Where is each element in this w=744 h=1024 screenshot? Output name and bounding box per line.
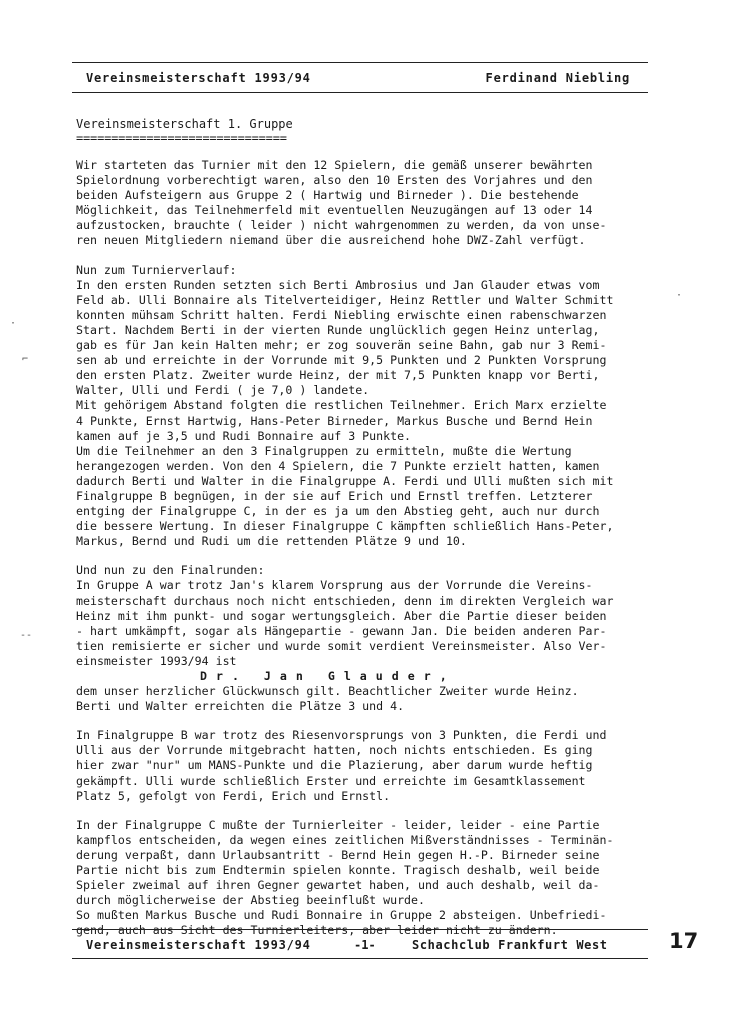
text-line: ren neuen Mitgliedern niemand über die ausreichend hohe DWZ-Zahl verfügt. — [76, 233, 586, 248]
paragraph-intro — [76, 158, 646, 249]
text-line: In den ersten Runden setzten sich Berti Ambrosius und Jan Glauder etwas vom — [76, 277, 600, 292]
margin-mark-dot: · — [10, 318, 17, 329]
text-line: In Finalgruppe B war trotz des Riesenvorsprungs von 3 Punkten, die Ferdi und — [76, 728, 607, 743]
text-line: dadurch Berti und Walter in die Finalgruppe A. Ferdi und Ulli mußten sich mit — [76, 473, 614, 488]
header-top-rule — [72, 62, 648, 63]
text-line: kamen auf je 3,5 und Rudi Bonnaire auf 3 Punkte. — [76, 428, 412, 443]
header-title: Vereinsmeisterschaft 1993/94 — [86, 71, 311, 85]
text-line: konnten mühsam Schritt halten. Ferdi Niebling erwischte einen rabenschwarzen — [76, 307, 607, 322]
text-line: Markus, Bernd und Rudi um die rettenden Plätze 9 und 10. — [76, 534, 467, 549]
text-line: meisterschaft durchaus noch nicht entschieden, denn im direkten Vergleich war — [76, 593, 614, 608]
paragraph-congratulations — [76, 684, 646, 714]
footer-top-rule — [72, 929, 648, 930]
text-line: entging der Finalgruppe C, in der es ja um den Abstieg geht, auch nur durch — [76, 504, 600, 519]
text-line: die bessere Wertung. In dieser Finalgruppe C kämpften schließlich Hans-Peter, — [76, 519, 614, 534]
text-line: gend, auch aus Sicht des Turnierleiters, aber leider nicht zu ändern. — [76, 923, 558, 938]
text-line: Mit gehörigem Abstand folgten die restlichen Teilnehmer. Erich Marx erzielte — [76, 398, 607, 413]
text-line: So mußten Markus Busche und Rudi Bonnaire in Gruppe 2 absteigen. Unbefriedi- — [76, 908, 607, 923]
margin-mark-dash: -- — [20, 630, 33, 641]
text-line: Ulli aus der Vorrunde mitgebracht hatten, noch nichts entschieden. Es ging — [76, 743, 593, 758]
paragraph-tournament-course — [76, 263, 646, 550]
text-line: aufzustocken, brauchte ( leider ) nicht wahrgenommen zu werden, da von unse- — [76, 218, 607, 233]
text-line: Finalgruppe B begnügen, in der sie auf Erich und Ernstl treffen. Letzterer — [76, 488, 593, 503]
text-line: herangezogen werden. Von den 4 Spielern, die 7 Punkte erzielt hatten, kamen — [76, 458, 600, 473]
text-line: In der Finalgruppe C mußte der Turnierleiter - leider, leider - eine Partie — [76, 817, 600, 832]
text-line: Berti und Walter erreichten die Plätze 3 und 4. — [76, 699, 405, 714]
text-line: derung verpaßt, dann Urlaubsantritt - Bernd Hein gegen H.-P. Birneder seine — [76, 847, 600, 862]
text-line: kampflos entscheiden, da wegen eines zeitlichen Mißverständnisses - Terminän- — [76, 832, 614, 847]
text-line: Möglichkeit, das Teilnehmerfeld mit eventuellen Neuzugängen auf 13 oder 14 — [76, 203, 593, 218]
text-line: sen ab und erreichte in der Vorrunde mit 9,5 Punkten und 2 Punkten Vorsprung — [76, 353, 607, 368]
page-number: 17 — [669, 929, 699, 953]
text-line: Feld ab. Ulli Bonnaire als Titelverteidiger, Heinz Rettler und Walter Schmitt — [76, 292, 614, 307]
text-line: Spieler zweimal auf ihren Gegner gewartet haben, und auch deshalb, weil da- — [76, 878, 600, 893]
paragraph-final-group-b — [76, 728, 646, 803]
text-line: 4 Punkte, Ernst Hartwig, Hans-Peter Birneder, Markus Busche und Bernd Hein — [76, 413, 593, 428]
margin-mark-dash: ⌐ — [22, 354, 29, 365]
footer-page-marker: -1- — [354, 938, 376, 952]
text-line: gekämpft. Ulli wurde schließlich Erster und erreichte im Gesamtklassement — [76, 773, 586, 788]
text-line: den ersten Platz. Zweiter wurde Heinz, der mit 7,5 Punkten knapp vor Berti, — [76, 368, 600, 383]
text-line: - hart umkämpft, sogar als Hängepartie - gewann Jan. Die beiden anderen Par- — [76, 623, 607, 638]
paragraph-final-group-c — [76, 818, 646, 939]
text-line: tien remisierte er sicher und wurde somit verdient Vereinsmeister. Also Ver- — [76, 638, 607, 653]
section-title: Vereinsmeisterschaft 1. Gruppe — [76, 117, 293, 131]
text-line: beiden Aufsteigern aus Gruppe 2 ( Hartwig und Birneder ). Die bestehende — [76, 188, 579, 203]
text-line: hier zwar "nur" um MANS-Punkte und die Plazierung, aber darum wurde heftig — [76, 758, 593, 773]
paragraph-final-rounds — [76, 563, 646, 684]
margin-mark-dot: · — [676, 290, 683, 301]
text-line: Um die Teilnehmer an den 3 Finalgruppen zu ermitteln, mußte die Wertung — [76, 443, 572, 458]
text-line: Partie nicht bis zum Endtermin spielen konnte. Tragisch deshalb, weil beide — [76, 863, 600, 878]
text-line: gab es für Jan kein Halten mehr; er zog souverän seine Bahn, gab nur 3 Remi- — [76, 338, 607, 353]
text-line: Nun zum Turnierverlauf: — [76, 262, 237, 277]
header-bottom-rule — [72, 92, 648, 93]
text-line: Spielordnung vorberechtigt waren, also den 10 Ersten des Vorjahres und den — [76, 173, 593, 188]
club-champion-name: Dr. Jan Glauder, — [200, 669, 456, 683]
text-line: Start. Nachdem Berti in der vierten Runde unglücklich gegen Heinz unterlag, — [76, 322, 600, 337]
footer-club-name: Schachclub Frankfurt West — [412, 938, 608, 952]
footer-bottom-rule — [72, 958, 648, 959]
text-line: einsmeister 1993/94 ist — [76, 653, 237, 668]
text-line: durch möglicherweise der Abstieg beeinflußt wurde. — [76, 893, 426, 908]
text-line: Platz 5, gefolgt von Ferdi, Erich und Ernstl. — [76, 788, 391, 803]
text-line: Und nun zu den Finalrunden: — [76, 563, 265, 578]
footer-title: Vereinsmeisterschaft 1993/94 — [86, 938, 311, 952]
section-title-underline: ============================== — [76, 131, 287, 145]
text-line: Walter, Ulli und Ferdi ( je 7,0 ) landete. — [76, 383, 370, 398]
text-line: In Gruppe A war trotz Jan's klarem Vorsprung aus der Vorrunde die Vereins- — [76, 578, 593, 593]
article-body — [76, 158, 646, 953]
header-author: Ferdinand Niebling — [485, 71, 630, 85]
text-line: Wir starteten das Turnier mit den 12 Spielern, die gemäß unserer bewährten — [76, 158, 593, 172]
text-line: Heinz mit ihm punkt- und sogar wertungsgleich. Aber die Partie dieser beiden — [76, 608, 607, 623]
text-line: dem unser herzlicher Glückwunsch gilt. Beachtlicher Zweiter wurde Heinz. — [76, 684, 579, 699]
